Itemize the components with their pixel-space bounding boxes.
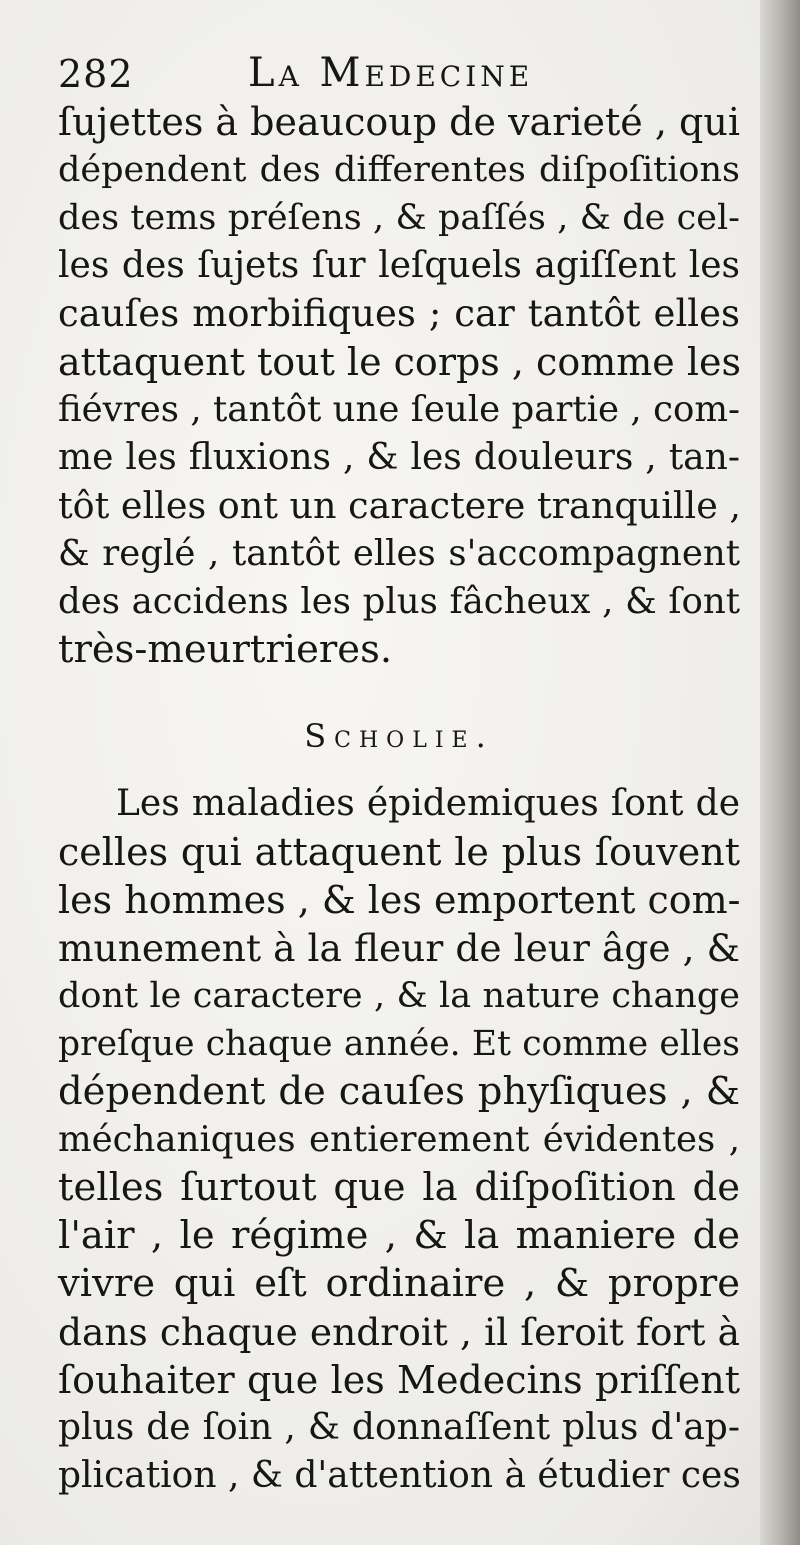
text-line: plication , & d'attention à étudier ces	[58, 1455, 741, 1496]
running-title: La Medecine	[248, 50, 534, 96]
text-line: dépendent des differentes diſpoſitions	[58, 150, 740, 190]
text-line: plus de ſoin , & donnaſſent plus d'ap-	[58, 1407, 740, 1448]
text-line: ſujettes à beaucoup de varieté , qui	[58, 100, 740, 144]
text-line: attaquent tout le corps , comme les	[58, 340, 741, 384]
text-line: les hommes , & les emportent com-	[58, 878, 741, 922]
text-line: preſque chaque année. Et comme elles	[58, 1024, 740, 1064]
text-line: celles qui attaquent le plus ſouvent	[58, 830, 740, 874]
text-line: munement à la fleur de leur âge , &	[58, 926, 740, 970]
text-line: telles ſurtout que la diſpoſition de	[58, 1165, 740, 1210]
text-line: Les maladies épidemiques ſont de	[116, 783, 740, 824]
text-line: très-meurtrieres.	[58, 627, 393, 672]
page-gutter-shadow	[760, 0, 800, 1545]
text-line: cauſes morbifiques ; car tantôt elles	[58, 292, 740, 335]
text-line: & reglé , tantôt elles s'accompagnent	[58, 533, 740, 574]
text-line: dépendent de cauſes phyſiques , &	[58, 1069, 740, 1114]
text-line: dont le caractere , & la nature change	[58, 976, 740, 1016]
text-line: dans chaque endroit , il ſeroit fort à	[58, 1310, 740, 1354]
text-line: des accidens les plus fâcheux , & ſont	[58, 581, 740, 622]
section-heading: Scholie.	[304, 717, 494, 755]
text-line: des tems préſens , & paſſés , & de cel-	[58, 198, 740, 238]
text-line: ſouhaiter que les Medecins priſſent	[58, 1358, 740, 1402]
text-line: les des ſujets ſur leſquels agiſſent les	[58, 245, 740, 286]
page-number: 282	[58, 52, 134, 96]
text-line: vivre qui eſt ordinaire , & propre	[58, 1261, 740, 1306]
text-line: fiévres , tantôt une ſeule partie , com-	[58, 389, 740, 430]
text-line: me les fluxions , & les douleurs , tan-	[58, 437, 740, 478]
text-line: méchaniques entierement évidentes ,	[58, 1119, 740, 1160]
text-line: l'air , le régime , & la maniere de	[58, 1213, 740, 1258]
text-line: tôt elles ont un caractere tranquille ,	[58, 484, 742, 527]
